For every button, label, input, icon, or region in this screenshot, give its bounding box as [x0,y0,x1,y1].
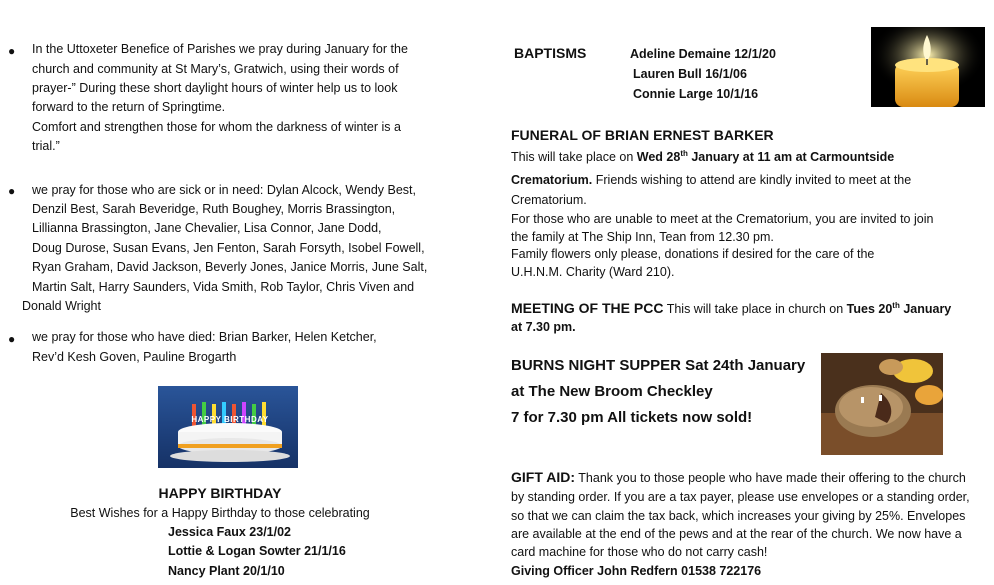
pcc-month: January [899,302,952,316]
birthday-name: Lottie & Logan Sowter 21/1/16 [168,544,346,558]
haggis-picture [821,353,943,455]
pcc-date: Tues 20 [846,302,893,316]
giftaid-line-5: card machine for those who do not carry cash! [511,545,768,559]
prayer-line: Lillianna Brassington, Jane Chevalier, Lisa Connor, Jane Dodd, [32,221,382,235]
funeral-date: Wed 28 [636,150,681,164]
burns-title: BURNS NIGHT SUPPER Sat 24th January [511,357,806,374]
prayer-line: Denzil Best, Sarah Beveridge, Ruth Boughey, Morris Brassington, [32,202,396,216]
funeral-time-place: January at 11 am at Carmountside [687,150,895,164]
pcc-title: MEETING OF THE PCC [511,300,664,316]
baptism-name: Lauren Bull 16/1/06 [633,67,747,81]
burns-tickets: 7 for 7.30 pm All tickets now sold! [511,409,753,426]
birthday-name: Jessica Faux 23/1/02 [168,525,292,539]
funeral-line-7: U.H.N.M. Charity (Ward 210). [511,265,675,279]
pcc-time: at 7.30 pm. [511,320,576,334]
birthday-cake-image [158,386,298,468]
pcc-date-suffix: th [892,300,900,310]
prayer-line: Ryan Graham, David Jackson, Beverly Jones, Janice Morris, June Salt, [32,260,428,274]
baptism-name: Connie Large 10/1/16 [633,87,759,101]
giftaid-line-3: so that we can claim the tax back, which increases your giving by 25%. Envelopes [511,509,966,523]
candle-image [871,27,985,107]
funeral-text: Friends wishing to attend are kindly invited to meet at the [592,173,912,187]
pcc-text: This will take place in church on [663,302,847,316]
funeral-place: Crematorium. [511,173,593,187]
burns-venue: at The New Broom Checkley [511,383,713,400]
giving-officer: Giving Officer John Redfern 01538 722176 [511,564,762,578]
giftaid-line-4: are available at the end of the pews and at the rear of the church. We now have a [511,527,962,541]
funeral-line-1 [511,148,894,168]
haggis-supper-image [821,353,943,455]
giftaid-line-1 [511,468,966,489]
funeral-date-suffix: th [680,148,688,158]
prayer-line: In the Uttoxeter Benefice of Parishes we pray during January for the [32,42,408,56]
bullet: ● [8,44,16,58]
prayer-line: forward to the return of Springtime. [32,100,226,114]
giftaid-text: Thank you to those people who have made their offering to the church [575,471,966,485]
pcc-line-1 [511,299,951,320]
bullet: ● [8,184,16,198]
prayer-line: prayer-” During these short daylight hours of winter help us to look [32,81,398,95]
birthday-name: Nancy Plant 20/1/10 [168,564,285,578]
baptism-name: Adeline Demaine 12/1/20 [630,47,776,61]
baptisms-title: BAPTISMS [514,45,587,61]
prayer-line: we pray for those who are sick or in need: Dylan Alcock, Wendy Best, [32,183,416,197]
funeral-line-2 [511,171,911,191]
prayer-line: Martin Salt, Harry Saunders, Vida Smith, Rob Taylor, Chris Viven and [32,280,415,294]
cake-banner-text: HAPPY BIRTHDAY [191,415,269,424]
birthday-intro: Best Wishes for a Happy Birthday to those celebrating [70,506,370,520]
funeral-line-4: For those who are unable to meet at the Crematorium, you are invited to join [511,212,934,226]
prayer-line: we pray for those who have died: Brian Barker, Helen Ketcher, [32,330,377,344]
bullet: ● [8,332,16,346]
giftaid-title: GIFT AID: [511,469,576,485]
giftaid-line-2: by standing order. If you are a tax payer, please use envelopes or a standing order, [511,490,970,504]
prayer-line: Donald Wright [22,299,101,313]
prayer-line: Doug Durose, Susan Evans, Jen Fenton, Sarah Forsyth, Isobel Fowell, [32,241,425,255]
prayer-line: church and community at St Mary’s, Gratwich, using their words of [32,62,399,76]
candle-picture [871,27,985,107]
funeral-intro: This will take place on [511,150,637,164]
birthday-title: HAPPY BIRTHDAY [158,485,282,501]
prayer-line: trial.” [32,139,60,153]
funeral-title: FUNERAL OF BRIAN ERNEST BARKER [511,127,774,143]
prayer-line: Comfort and strengthen those for whom the darkness of winter is a [32,120,401,134]
funeral-line-5: the family at The Ship Inn, Tean from 12.30 pm. [511,230,774,244]
funeral-line-3: Crematorium. [511,193,587,207]
prayer-line: Rev’d Kesh Goven, Pauline Brogarth [32,350,237,364]
funeral-line-6: Family flowers only please, donations if desired for the care of the [511,247,875,261]
